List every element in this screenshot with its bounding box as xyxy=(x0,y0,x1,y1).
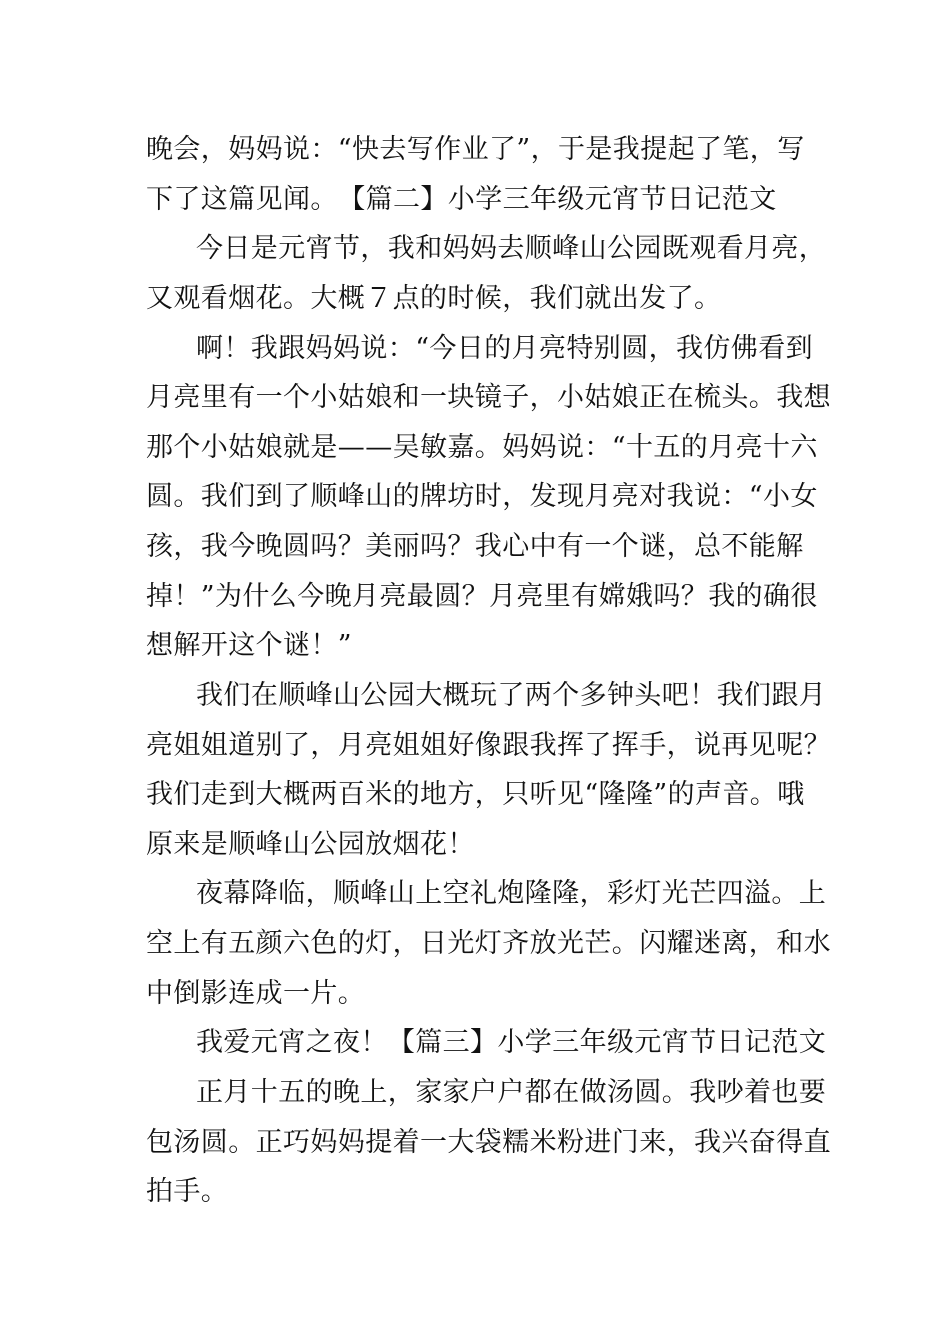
paragraph-start-line: 今日是元宵节，我和妈妈去顺峰山公园既观看月亮， xyxy=(196,233,827,264)
text-line: 亮姐姐道别了，月亮姐姐好像跟我挥了挥手，说再见呢？ xyxy=(146,730,831,761)
text-line: 孩，我今晚圆吗？美丽吗？我心中有一个谜，总不能解 xyxy=(146,531,804,562)
paragraph-start-line: 夜幕降临，顺峰山上空礼炮隆隆，彩灯光芒四溢。上 xyxy=(196,878,827,909)
paragraph-start-line: 我爱元宵之夜！【篇三】小学三年级元宵节日记范文 xyxy=(196,1027,827,1058)
paragraph-start-line: 正月十五的晚上，家家户户都在做汤圆。我吵着也要 xyxy=(196,1077,827,1108)
text-line: 包汤圆。正巧妈妈提着一大袋糯米粉进门来，我兴奋得直 xyxy=(146,1127,831,1158)
text-line: 我们走到大概两百米的地方，只听见“隆隆”的声音。哦 xyxy=(146,779,805,810)
text-line: 中倒影连成一片。 xyxy=(146,978,366,1009)
text-line: 那个小姑娘就是——吴敏嘉。妈妈说：“十五的月亮十六 xyxy=(146,432,818,463)
text-line: 晚会，妈妈说：“快去写作业了”，于是我提起了笔，写 xyxy=(146,134,805,165)
text-line: 拍手。 xyxy=(146,1176,229,1207)
text-line: 空上有五颜六色的灯，日光灯齐放光芒。闪耀迷离，和水 xyxy=(146,928,831,959)
text-line: 圆。我们到了顺峰山的牌坊时，发现月亮对我说：“小女 xyxy=(146,481,818,512)
text-line: 想解开这个谜！” xyxy=(146,630,353,661)
text-line: 下了这篇见闻。 【篇二】小学三年级元宵节日记范文 xyxy=(146,184,777,215)
text-line: 原来是顺峰山公园放烟花！ xyxy=(146,829,475,860)
text-line: 又观看烟花。大概７点的时候，我们就出发了。 xyxy=(146,283,722,314)
text-line: 掉！”为什么今晚月亮最圆？月亮里有嫦娥吗？我的确很 xyxy=(146,581,818,612)
paragraph-start-line: 啊！我跟妈妈说：“今日的月亮特别圆，我仿佛看到 xyxy=(196,333,814,364)
text-line: 月亮里有一个小姑娘和一块镜子，小姑娘正在梳头。我想 xyxy=(146,382,831,413)
paragraph-start-line: 我们在顺峰山公园大概玩了两个多钟头吧！我们跟月 xyxy=(196,680,827,711)
